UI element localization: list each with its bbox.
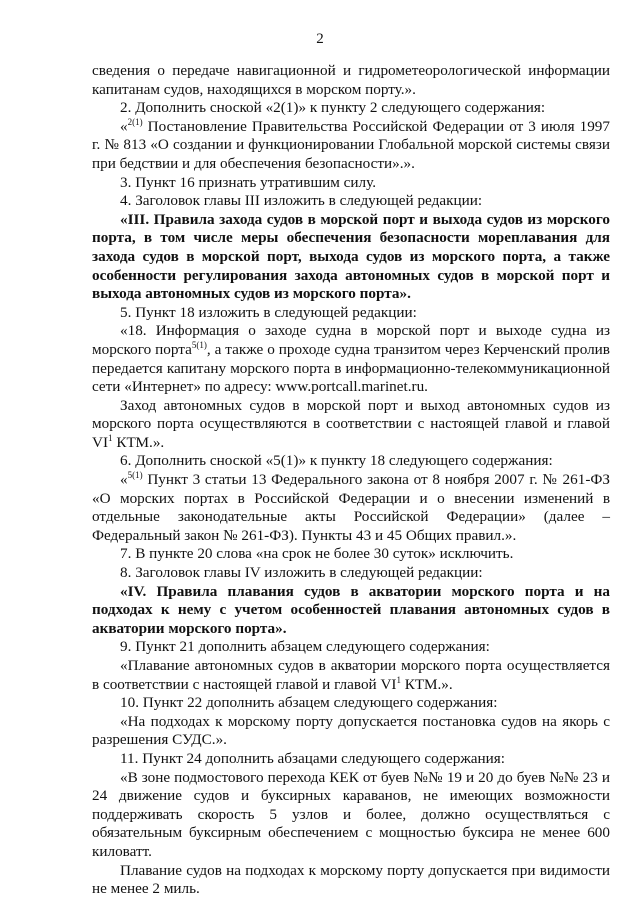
document-body: [92, 62, 610, 899]
chapter-superscript: 1: [396, 674, 401, 685]
footnote-mark: 5(1): [127, 470, 143, 481]
footnote-5-1: [92, 471, 610, 545]
footnote-mark: 5(1): [191, 339, 207, 350]
paragraph-4: 4. Заголовок главы III изложить в следующей редакции:: [120, 192, 483, 210]
footnote-text: Пункт 3 статьи 13 Федерального закона от 8 ноября 2007 г. № 261-ФЗ «О морских портах в Российской Федерации и о внесении изменений в отдельные законодательные акты Российской Федерации» (далее – Федеральный закон № 261-ФЗ). Пункты 43 и 45 Общих правил.».: [92, 471, 610, 544]
chapter-4-heading-text: «IV. Правила плавания судов в акватории морского порта и на подходах к нему с учетом особенностей плавания автономных судов в акватории морского порта».: [92, 582, 610, 637]
footnote-2-1: [92, 118, 610, 174]
paragraph-9: 9. Пункт 21 дополнить абзацем следующего содержания:: [120, 638, 490, 656]
paragraph-21-addition-part-a: «Плавание автономных судов в акватории морского порта осуществляется в соответствии с настоящей главой и главой VI: [92, 657, 610, 693]
paragraph-11: 11. Пункт 24 дополнить абзацами следующего содержания:: [120, 749, 506, 767]
paragraph-22-addition: «На подходах к морскому порту допускается постановка судов на якорь с разрешения СУДС.».: [92, 712, 610, 749]
paragraph-6: 6. Дополнить сноской «5(1)» к пункту 18 следующего содержания:: [120, 452, 553, 470]
quote-open: «: [120, 471, 128, 489]
page-number: 2: [316, 31, 324, 47]
chapter-3-heading-text: «III. Правила захода судов в морской порт и выхода судов из морского порта, в том числе меры обеспечения безопасности мореплавания для захода судов в морской порт, выхода судов из морского порта, а также особенности регулирования захода автономных судов в морской порт и выхода автономных судов из морского порта».: [92, 210, 610, 303]
autonomous-entry-paragraph: [92, 397, 610, 453]
footnote-text: Постановление Правительства Российской Федерации от 3 июля 1997 г. № 813 «О создании и функционировании Глобальной морской системы связи при бедствии и для обеспечения безопасности».».: [92, 117, 610, 172]
paragraph-24-addition-2: Плавание судов на подходах к морскому порту допускается при видимости не менее 2 миль.: [92, 861, 610, 898]
paragraph-21-addition-part-b: КТМ.».: [401, 675, 453, 693]
quote-open: «: [120, 117, 128, 135]
footnote-mark: 2(1): [127, 116, 143, 127]
paragraph-5: 5. Пункт 18 изложить в следующей редакции:: [120, 303, 417, 321]
paragraph-2: 2. Дополнить сноской «2(1)» к пункту 2 следующего содержания:: [120, 99, 546, 117]
chapter-superscript: 1: [108, 432, 113, 443]
autonomous-entry-part-b: КТМ.».: [112, 433, 165, 451]
paragraph-3: 3. Пункт 16 признать утратившим силу.: [120, 173, 376, 191]
paragraph-10: 10. Пункт 22 дополнить абзацем следующего содержания:: [120, 694, 498, 712]
paragraph-21-addition: [92, 657, 610, 694]
paragraph-18-part-a: «18. Информация о заходе судна в морской порт и выходе судна из морского порта: [92, 322, 610, 358]
paragraph-7: 7. В пункте 20 слова «на срок не более 30 суток» исключить.: [120, 545, 514, 563]
paragraph-18: [92, 322, 610, 396]
chapter-3-heading: [92, 211, 610, 304]
autonomous-entry-part-a: Заход автономных судов в морской порт и выход автономных судов из морского порта осуществляются в соответствии с настоящей главой и главой VI: [92, 396, 610, 451]
paragraph-1: сведения о передаче навигационной и гидрометеорологической информации капитанам судов, находящихся в морском порту.».: [92, 62, 610, 98]
paragraph-18-part-b: , а также о проходе судна транзитом через Керченский пролив передается капитану морского порта в информационно-телекоммуникационной сети «Интернет» по адресу: www.portcall.marinet.ru.: [92, 340, 610, 396]
paragraph-24-addition-1: «В зоне подмостового перехода КЕК от буев №№ 19 и 20 до буев №№ 23 и 24 движение судов и буксирных караванов, не имеющих возможности поддерживать скорость 5 узлов и более, должно осуществляться с обязательным буксирным обеспечением с мощностью буксира не менее 600 киловатт.: [92, 768, 610, 860]
paragraph-8: 8. Заголовок главы IV изложить в следующей редакции:: [120, 564, 483, 582]
chapter-4-heading: [92, 583, 610, 639]
